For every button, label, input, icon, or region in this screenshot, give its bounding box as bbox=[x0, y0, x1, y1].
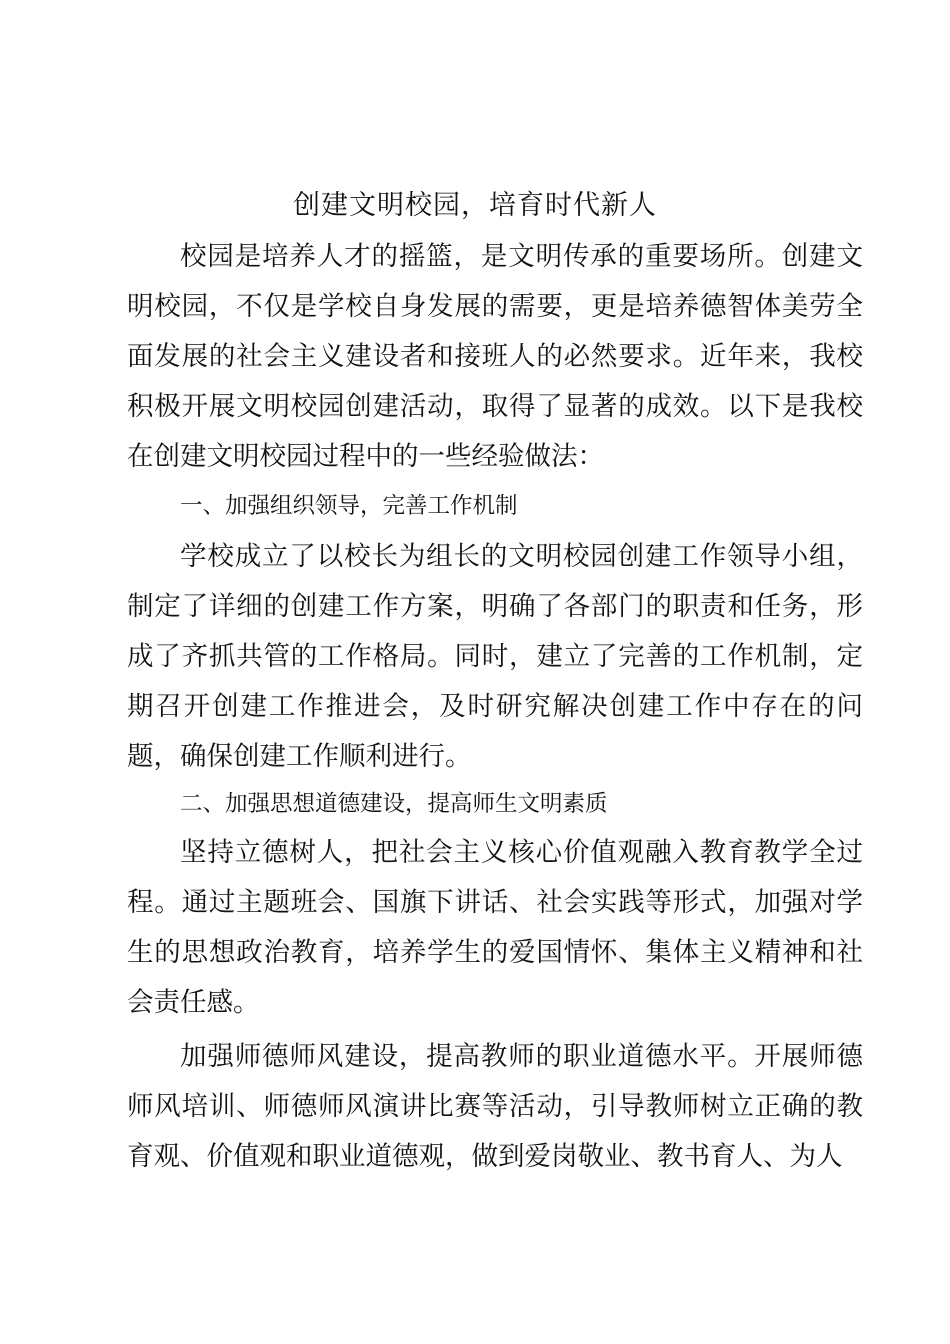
section-1-heading: 一、加强组织领导，完善工作机制 bbox=[180, 493, 518, 519]
intro-paragraph: 校园是培养人才的摇篮，是文明传承的重要场所。创建文明校园，不仅是学校自身发展的需要，更是培养德智体美劳全面发展的社会主义建设者和接班人的必然要求。近年来，我校积极开展文明校园创建活动，取得了显著的成效。以下是我校在创建文明校园过程中的一些经验做法： bbox=[127, 241, 863, 472]
section-2-heading: 二、加强思想道德建设，提高师生文明素质 bbox=[180, 791, 608, 817]
section-1-body: 学校成立了以校长为组长的文明校园创建工作领导小组，制定了详细的创建工作方案，明确了各部门的职责和任务，形成了齐抓共管的工作格局。同时，建立了完善的工作机制，定期召开创建工作推进会，及时研究解决创建工作中存在的问题，确保创建工作顺利进行。 bbox=[127, 541, 863, 772]
document-title: 创建文明校园，培育时代新人 bbox=[293, 190, 657, 221]
section-2-body-2: 加强师德师风建设，提高教师的职业道德水平。开展师德师风培训、师德师风演讲比赛等活动，引导教师树立正确的教育观、价值观和职业道德观，做到爱岗敬业、教书育人、为人 bbox=[127, 1041, 863, 1172]
section-2-body-1: 坚持立德树人，把社会主义核心价值观融入教育教学全过程。通过主题班会、国旗下讲话、社会实践等形式，加强对学生的思想政治教育，培养学生的爱国情怀、集体主义精神和社会责任感。 bbox=[127, 837, 863, 1018]
